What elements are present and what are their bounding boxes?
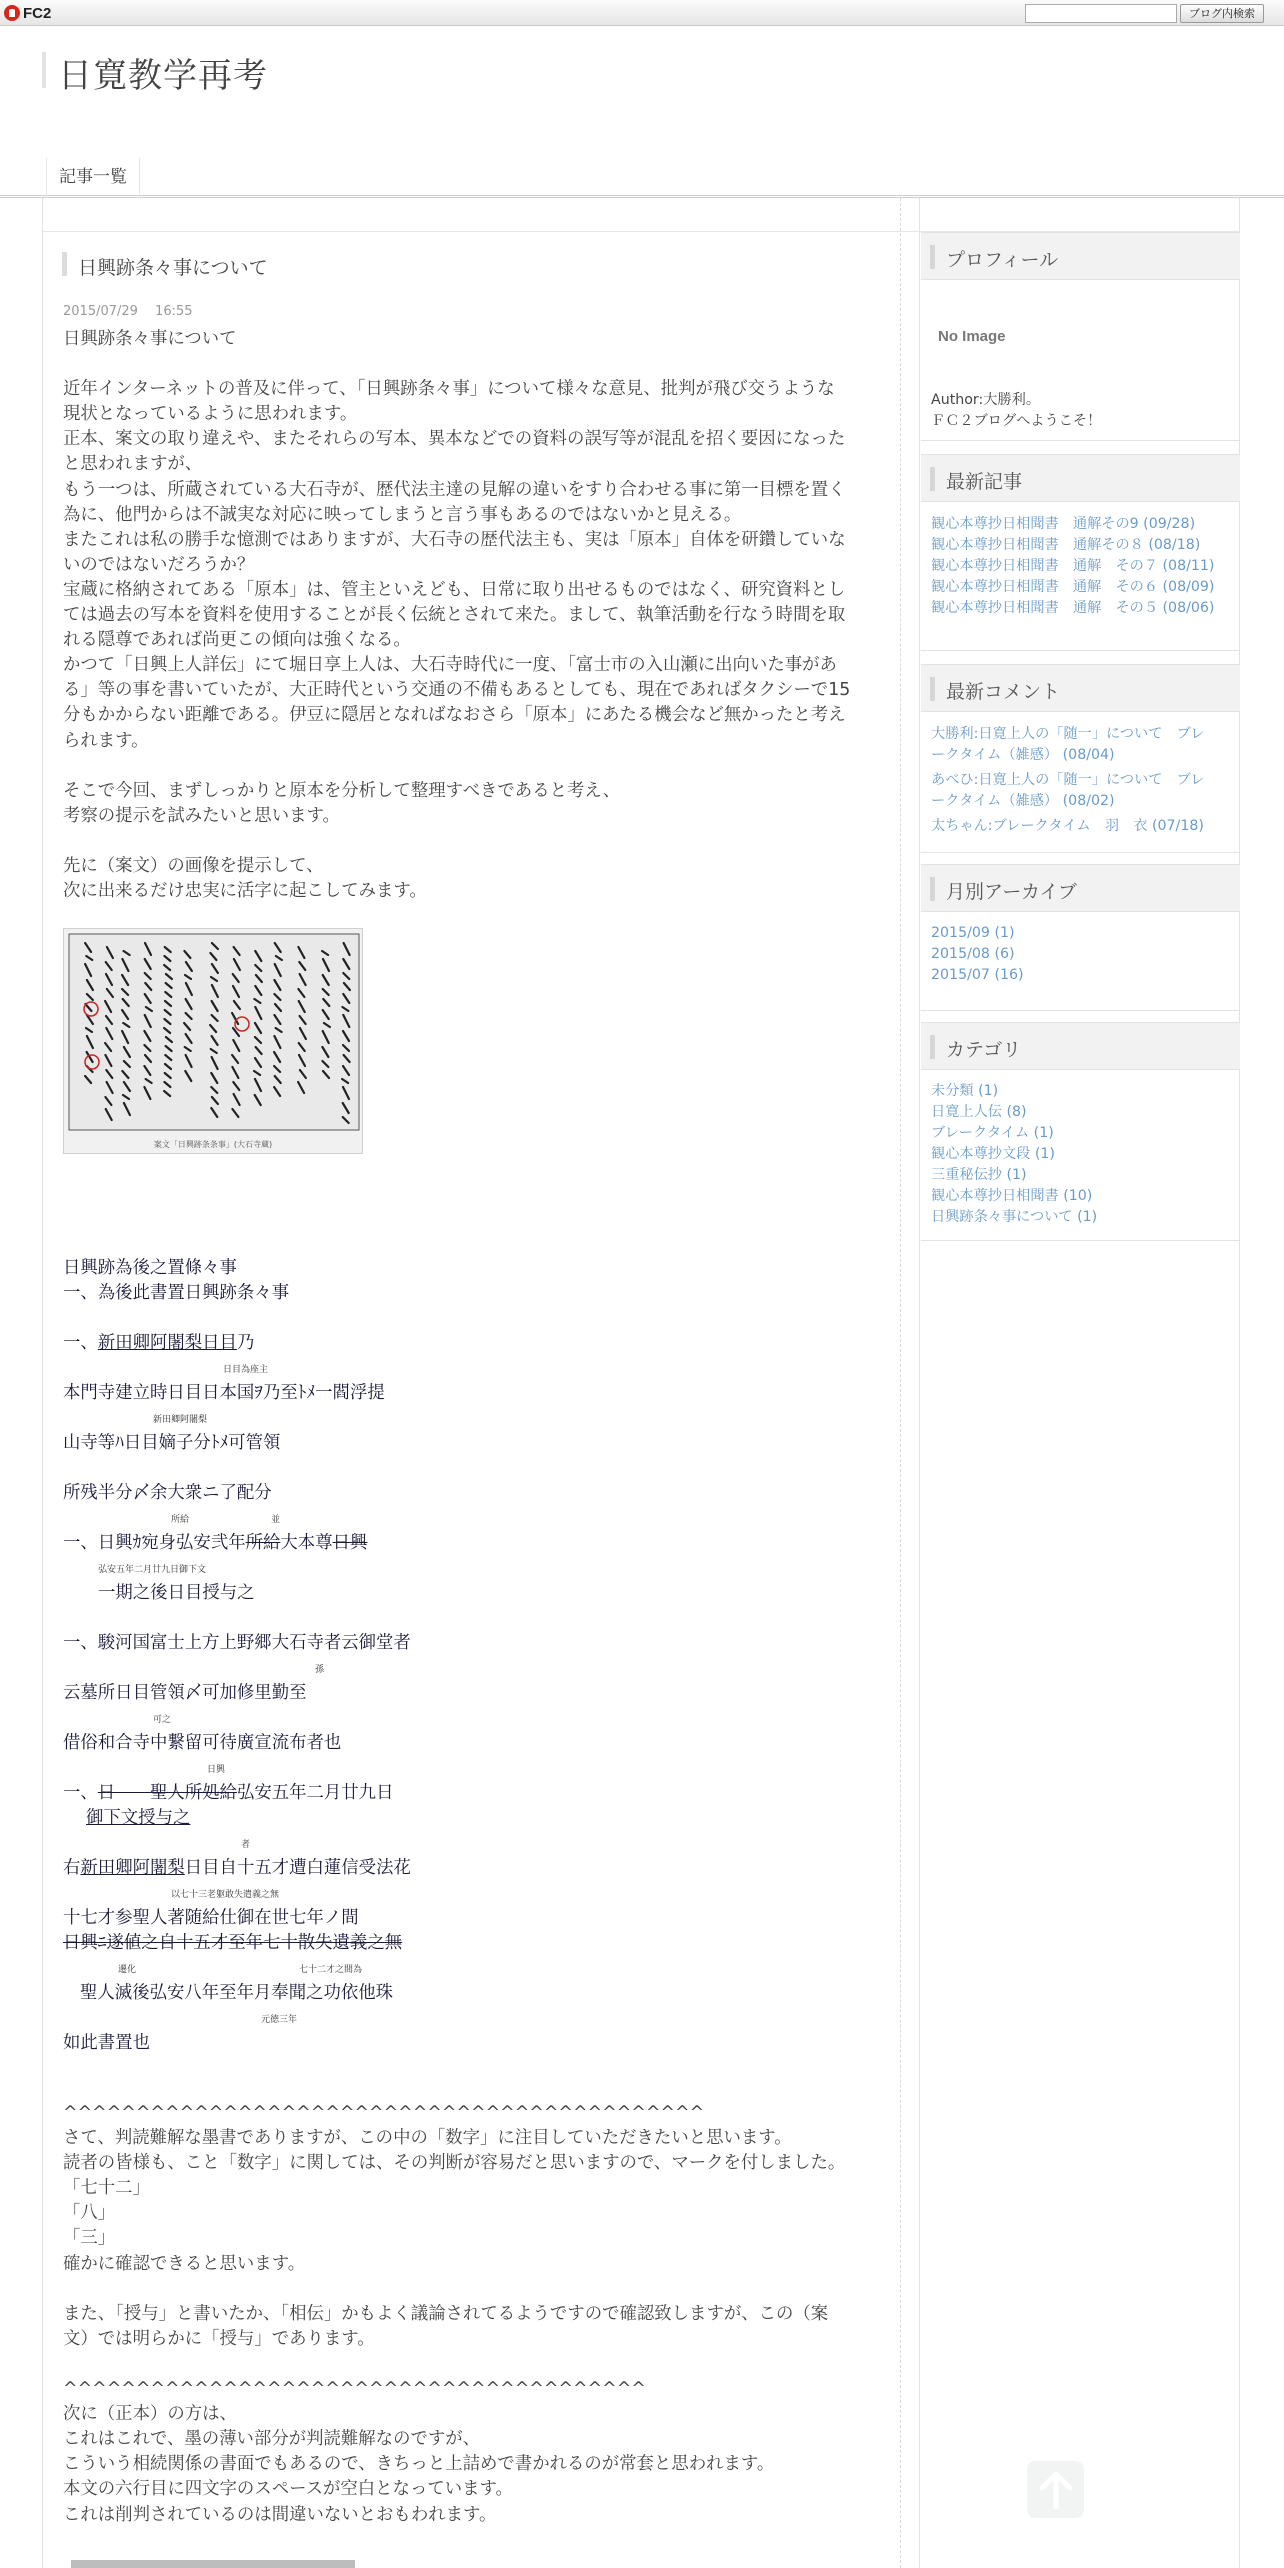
- recent-post-link[interactable]: 観心本尊抄日相聞書 通解 その５ (08/06): [931, 600, 1215, 616]
- paragraph-line: こういう相続関係の書面でもあるので、きちっと上詰めで書かれるのが常套と思われます。: [63, 2454, 775, 2475]
- paragraph-line: られます。: [63, 730, 149, 751]
- transcription-struck: 日興: [332, 1533, 368, 1553]
- recent-post-link[interactable]: 観心本尊抄日相聞書 通解その9 (09/28): [931, 516, 1196, 532]
- entry-title-accent: [62, 252, 67, 276]
- paragraph-line: る」等の事を書いていたが、大正時代という交通の不備もあるとしても、現在であればタクシーで15: [63, 680, 851, 701]
- transcription-text: 弘安五年二月廿九日: [236, 1783, 394, 1803]
- paragraph-line: 次に出来るだけ忠実に活字に起こしてみます。: [63, 881, 427, 902]
- document-image[interactable]: [63, 928, 363, 1154]
- category-link[interactable]: 観心本尊抄文段 (1): [931, 1146, 1055, 1162]
- fc2-toolbar: [0, 0, 1284, 26]
- sidebar-border: [919, 198, 920, 2568]
- paragraph-line: もう一つは、所蔵されている大石寺が、歴代法主達の見解の違いをすり合わせる事に第一目標を置く: [63, 479, 846, 500]
- paragraph-line: 文）では明らかに「授与」であります。: [63, 2328, 375, 2349]
- transcription-note: 以七十三老躯敢失遣義之無: [171, 1890, 280, 1900]
- recent-post-link[interactable]: 観心本尊抄日相聞書 通解 その７ (08/11): [931, 558, 1215, 574]
- transcription-note: 所給: [171, 1515, 190, 1525]
- paragraph-line: 本文の六行目に四文字のスペースが空白となっています。: [63, 2479, 513, 2500]
- transcription-line: 一、為後此書置日興跡条々事: [63, 1283, 290, 1303]
- recent-comment-text: ークタイム（雑感） (08/04): [931, 747, 1115, 763]
- category-link[interactable]: 日興跡条々事について (1): [931, 1209, 1098, 1225]
- paragraph-line: 読者の皆様も、こと「数字」に関しては、その判断が容易だと思いますので、マークを付しました。: [63, 2153, 846, 2174]
- transcription-note: 可之: [153, 1715, 172, 1725]
- page-top-button[interactable]: [1027, 2461, 1084, 2518]
- paragraph-line: そこで今回、まずしっかりと原本を分析して整理すべきであると考え、: [63, 780, 621, 801]
- transcription-line: 山寺等ﾊ日目嫡子分ﾄﾒ可管領: [63, 1433, 281, 1453]
- paragraph-line: かつて「日興上人詳伝」にて堀日享上人は、大石寺時代に一度、「富士市の入山瀬に出向いた事があ: [63, 655, 837, 676]
- transcription-note: 弘安五年二月廿九日御下文: [98, 1565, 207, 1575]
- paragraph-line: 確かに確認できると思います。: [63, 2253, 306, 2274]
- sidebar-archives-title: 月別アーカイブ: [946, 881, 1077, 903]
- paragraph-line: 為に、他門からは不誠実な対応に映ってしまうと言う事もあるのではないかと見える。: [63, 504, 742, 525]
- paragraph-line: 現状となっているように思われます。: [63, 404, 358, 425]
- transcription-line: [63, 1328, 254, 1353]
- category-link[interactable]: 観心本尊抄日相聞書 (10): [931, 1188, 1093, 1204]
- paragraph-line: れる隠尊であれば尚更この傾向は強くなる。: [63, 630, 411, 651]
- sidebar-categories-header: [921, 1022, 1240, 1070]
- archive-link[interactable]: 2015/09 (1): [931, 925, 1015, 941]
- sidebar-recent-posts-title: 最新記事: [946, 471, 1023, 493]
- site-title[interactable]: 日寛教学再考: [58, 56, 268, 96]
- profile-author: Author:大勝利。: [931, 392, 1041, 408]
- transcription-line: 日興ﾆ遂値之自十五才至年七十散失遺義之無: [63, 1933, 403, 1953]
- paragraph-line: 次に（正本）の方は、: [63, 2404, 237, 2425]
- sidebar-separator: [921, 440, 1240, 441]
- sidebar-recent-posts-header: [921, 454, 1240, 502]
- paragraph-line: ^^^^^^^^^^^^^^^^^^^^^^^^^^^^^^^^^^^^^^^^: [63, 2379, 646, 2400]
- category-link[interactable]: 日寛上人伝 (8): [931, 1104, 1027, 1120]
- transcription-note: 七十二才之間為: [299, 1965, 363, 1975]
- recent-comment-text: 太ちゃん:ブレークタイム 羽 衣 (07/18): [931, 818, 1204, 834]
- paragraph-gap: [63, 2277, 883, 2302]
- transcription-note: 日目為座主: [223, 1365, 269, 1375]
- profile-text: [931, 390, 1231, 432]
- recent-post-link[interactable]: 観心本尊抄日相聞書 通解 その６ (08/09): [931, 579, 1215, 595]
- paragraph-line: ては過去の写本を資料を使用することが長く伝統とされて来た。まして、執筆活動を行なう時間を取: [63, 605, 846, 626]
- sidebar-profile-header: [921, 232, 1240, 280]
- fc2-logo-icon: [4, 5, 20, 21]
- transcription-underlined: 新田卿阿闍梨日目: [97, 1333, 237, 1353]
- sidebar-categories-title: カテゴリ: [946, 1039, 1022, 1061]
- transcription-underlined: 新田卿阿闍梨: [80, 1858, 185, 1878]
- transcription-line: 借俗和合寺中繋留可待廣宣流布者也: [63, 1733, 342, 1753]
- transcription-text: 日目自十五才遭白蓮信受法花: [184, 1858, 411, 1878]
- sidebar-separator: [921, 1010, 1240, 1011]
- transcription-line: [63, 1528, 367, 1553]
- transcription-line: 十七才参聖人著随給仕御在世七年ノ間: [63, 1908, 359, 1928]
- transcription-line: 一、駿河国富士上方上野郷大石寺者云御堂者: [63, 1633, 411, 1653]
- sidebar-header-accent: [930, 245, 935, 269]
- transcription-note: 遷化: [118, 1965, 137, 1975]
- recent-post-link[interactable]: 観心本尊抄日相聞書 通解その８ (08/18): [931, 537, 1201, 553]
- category-link[interactable]: 三重秘伝抄 (1): [931, 1167, 1027, 1183]
- transcription-struck: 所給: [245, 1533, 281, 1553]
- sidebar-recent-comments-title: 最新コメント: [946, 681, 1061, 703]
- entry-title[interactable]: 日興跡条々事について: [78, 257, 268, 279]
- sidebar-recent-comments-header: [921, 664, 1240, 712]
- column-divider: [900, 198, 901, 2568]
- entry-body: [63, 327, 883, 904]
- transcription-line: 日興跡為後之置條々事: [63, 1258, 237, 1278]
- transcription-note: 日興: [207, 1765, 226, 1775]
- paragraph-line: 「八」: [63, 2203, 116, 2224]
- sidebar-archives-header: [921, 864, 1240, 912]
- recent-comments-list: [931, 724, 1231, 841]
- recent-comment-text: 大勝利:日寛上人の「随一」について ブレ: [931, 726, 1205, 742]
- paragraph-line: 考察の提示を試みたいと思います。: [63, 805, 340, 826]
- transcription-note: 者: [241, 1840, 251, 1850]
- paragraph-gap: [63, 754, 883, 779]
- fc2-logo[interactable]: [4, 4, 51, 22]
- transcription-text: 右: [63, 1858, 81, 1878]
- entry-paragraphs-top: [63, 327, 883, 904]
- paragraph-line: またこれは私の勝手な憶測ではありますが、大石寺の歴代法主も、実は「原本」自体を研鑽していな: [63, 529, 846, 550]
- arrow-up-icon: [1039, 2471, 1073, 2509]
- document-image-caption: 案文「日興跡条条事」(大石寺蔵): [153, 1140, 273, 1149]
- paragraph-gap: [63, 2352, 883, 2377]
- paragraph-line: さて、判読難解な墨書でありますが、この中の「数字」に注目していただきたいと思います。: [63, 2128, 792, 2149]
- paragraph-line: これはこれで、墨の薄い部分が判読難解なのですが、: [63, 2429, 481, 2450]
- paragraph-gap: [63, 352, 883, 377]
- paragraph-line: 分もかからない距離である。伊豆に隠居となればなおさら「原本」にあたる機会など無かったと考え: [63, 705, 846, 726]
- category-link[interactable]: ブレークタイム (1): [931, 1125, 1054, 1141]
- transcription-text: 一、: [63, 1783, 98, 1803]
- sidebar-separator: [921, 852, 1240, 853]
- categories-list: [931, 1081, 1231, 1228]
- transcription-line: 如此書置也: [63, 2033, 150, 2053]
- recent-posts-list: [931, 514, 1231, 619]
- recent-comment-text: あべひ:日寛上人の「随一」について ブレ: [931, 772, 1205, 788]
- transcription-note: 並: [271, 1515, 281, 1525]
- paragraph-line: 先に（案文）の画像を提示して、: [63, 855, 324, 876]
- transcription-line: 云墓所日目管領〆可加修里勤至: [63, 1683, 307, 1703]
- transcription-line: 御下文授与之: [86, 1808, 191, 1828]
- entry-date: 2015/07/29 16:55: [63, 304, 193, 319]
- profile-no-image: No Image: [938, 328, 1006, 345]
- recent-comment-link[interactable]: [931, 816, 1231, 837]
- sidebar-separator: [921, 1240, 1240, 1241]
- transcription-note: 元徳三年: [261, 2015, 298, 2025]
- site-title-accent: [42, 52, 46, 88]
- blog-search-button[interactable]: ブログ内検索: [1180, 4, 1264, 23]
- transcription-struck: 日 聖人所処給: [97, 1783, 237, 1803]
- paragraph-line: いのではないだろうか？: [63, 554, 255, 575]
- recent-comment-text: ークタイム（雑感） (08/02): [931, 793, 1115, 809]
- transcription-note: 孫: [315, 1665, 325, 1675]
- paragraph-gap: [63, 829, 883, 854]
- category-link[interactable]: 未分類 (1): [931, 1083, 999, 1099]
- sidebar-header-accent: [930, 677, 935, 701]
- archives-list: [931, 923, 1231, 986]
- paragraph-line: 「七十二」: [63, 2178, 150, 2199]
- transcription-line: [63, 1853, 411, 1878]
- document-image-2[interactable]: [71, 2560, 355, 2568]
- sidebar-separator: [921, 650, 1240, 651]
- transcription-line: 一期之後日目授与之: [98, 1583, 255, 1603]
- paragraph-line: これは削判されているのは間違いないとおもわれます。: [63, 2504, 497, 2525]
- transcription-text: 大本尊: [280, 1533, 333, 1553]
- transcription-note: 新田卿阿闍梨: [153, 1415, 208, 1425]
- profile-greeting: ＦＣ２ブログへようこそ！: [931, 413, 1102, 429]
- content-top-strip: [42, 198, 1240, 232]
- document-image-drawing: [64, 929, 363, 1154]
- paragraph-line: 宝蔵に格納されてある「原本」は、管主といえども、日常に取り出せるものではなく、研究資料とし: [63, 579, 846, 600]
- entry-paragraphs-bottom: [63, 2101, 883, 2528]
- paragraph-line: 近年インターネットの普及に伴って、「日興跡条々事」について様々な意見、批判が飛び交うような: [63, 379, 835, 400]
- global-nav: [0, 158, 1284, 198]
- paragraph-line: 「三」: [63, 2228, 116, 2249]
- transcription-text: 一、日興ｶ宛身弘安弐年: [63, 1533, 246, 1553]
- sidebar-header-accent: [930, 877, 935, 901]
- transcription-line: 本門寺建立時日目日本国ｦ乃至ﾄﾒ一閻浮提: [63, 1383, 385, 1403]
- paragraph-line: 正本、案文の取り違えや、またそれらの写本、異本などでの資料の誤写等が混乱を招く要因になった: [63, 429, 846, 450]
- transcription-line: 聖人滅後弘安八年至年月奉聞之功依他珠: [80, 1983, 394, 2003]
- transcription-line: [63, 1778, 393, 1803]
- paragraph-line: と思われますが、: [63, 454, 203, 475]
- recent-comment-link[interactable]: [931, 770, 1231, 812]
- archive-link[interactable]: 2015/08 (6): [931, 946, 1015, 962]
- paragraph-line: 日興跡条々事について: [63, 329, 237, 349]
- sidebar-header-accent: [930, 467, 935, 491]
- transcription-text: 一、: [63, 1333, 98, 1353]
- sidebar-profile-title: プロフィール: [946, 249, 1059, 271]
- paragraph-line: ^^^^^^^^^^^^^^^^^^^^^^^^^^^^^^^^^^^^^^^^^^^^: [63, 2103, 705, 2123]
- recent-comment-link[interactable]: [931, 724, 1231, 766]
- paragraph-line: また、「授与」と書いたか、「相伝」かもよく議論されてるようですので確認致しますが、この（案: [63, 2303, 829, 2324]
- nav-article-list[interactable]: 記事一覧: [46, 158, 140, 198]
- archive-link[interactable]: 2015/07 (16): [931, 967, 1024, 983]
- fc2-logo-text: FC2: [23, 4, 52, 22]
- blog-search-input[interactable]: [1025, 4, 1177, 23]
- transcription-line: 所残半分〆余大衆ニ了配分: [63, 1483, 272, 1503]
- sidebar-header-accent: [930, 1035, 935, 1059]
- transcription-text: 乃: [236, 1333, 255, 1353]
